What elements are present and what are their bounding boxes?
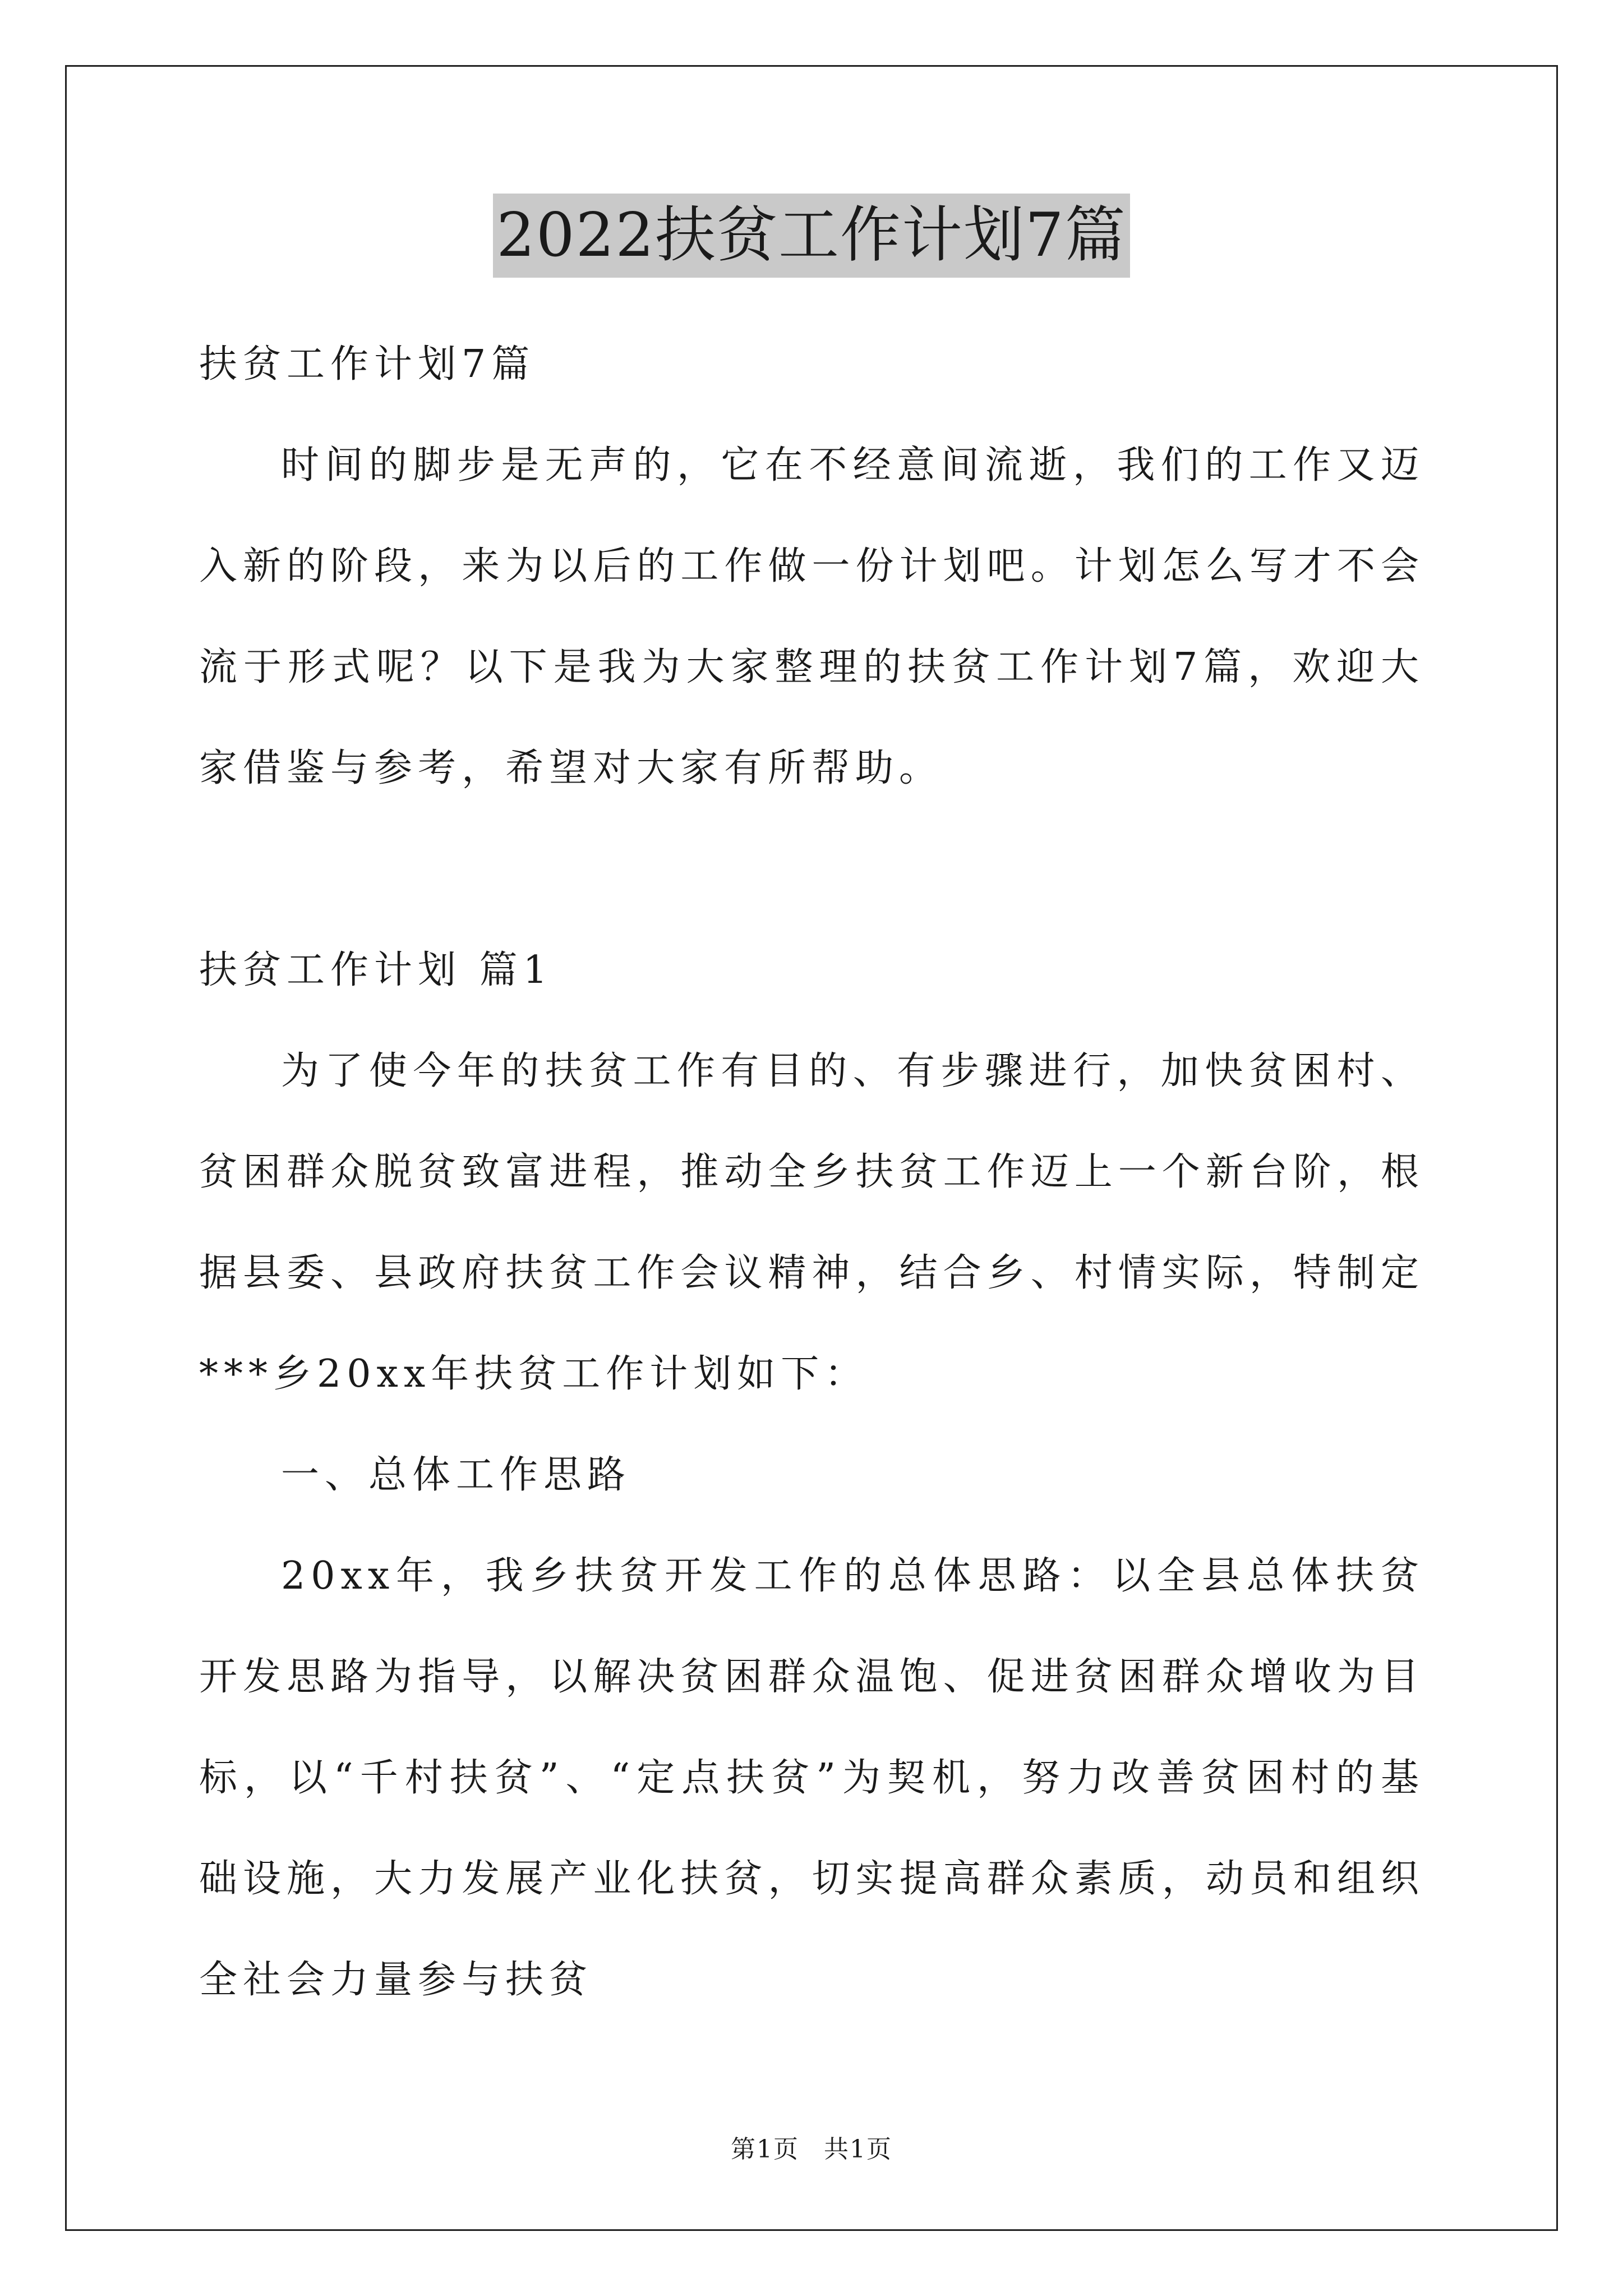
document-subtitle: 扶贫工作计划7篇 [199,342,536,386]
section-paragraph: 为了使今年的扶贫工作有目的、有步骤进行，加快贫困村、贫困群众脱贫致富进程，推动全乡扶贫工作迈上一个新台阶，根据县委、县政府扶贫工作会议精神，结合乡、村情实际，特制定***乡20xx年扶贫工作计划如下： [199,1049,1424,1396]
section-item-heading: 一、总体工作思路 [281,1453,631,1497]
document-title: 2022扶贫工作计划7篇 [493,194,1130,278]
page-total: 共1页 [824,2135,892,2164]
page-number: 第1页 [731,2135,799,2164]
section-heading: 扶贫工作计划 篇1 [199,948,553,992]
section-paragraph: 20xx年，我乡扶贫开发工作的总体思路：以全县总体扶贫开发思路为指导，以解决贫困群众温饱、促进贫困群众增收为目标，以“千村扶贫”、“定点扶贫”为契机，努力改善贫困村的基础设施，大力发展产业化扶贫，切实提高群众素质，动员和组织全社会力量参与扶贫 [199,1554,1424,2002]
title-container [0,194,1623,278]
document-body [199,314,1424,2031]
intro-paragraph: 时间的脚步是无声的，它在不经意间流逝，我们的工作又迈入新的阶段，来为以后的工作做一份计划吧。计划怎么写才不会流于形式呢？以下是我为大家整理的扶贫工作计划7篇，欢迎大家借鉴与参考，希望对大家有所帮助。 [199,443,1424,790]
page-footer [0,2129,1623,2165]
